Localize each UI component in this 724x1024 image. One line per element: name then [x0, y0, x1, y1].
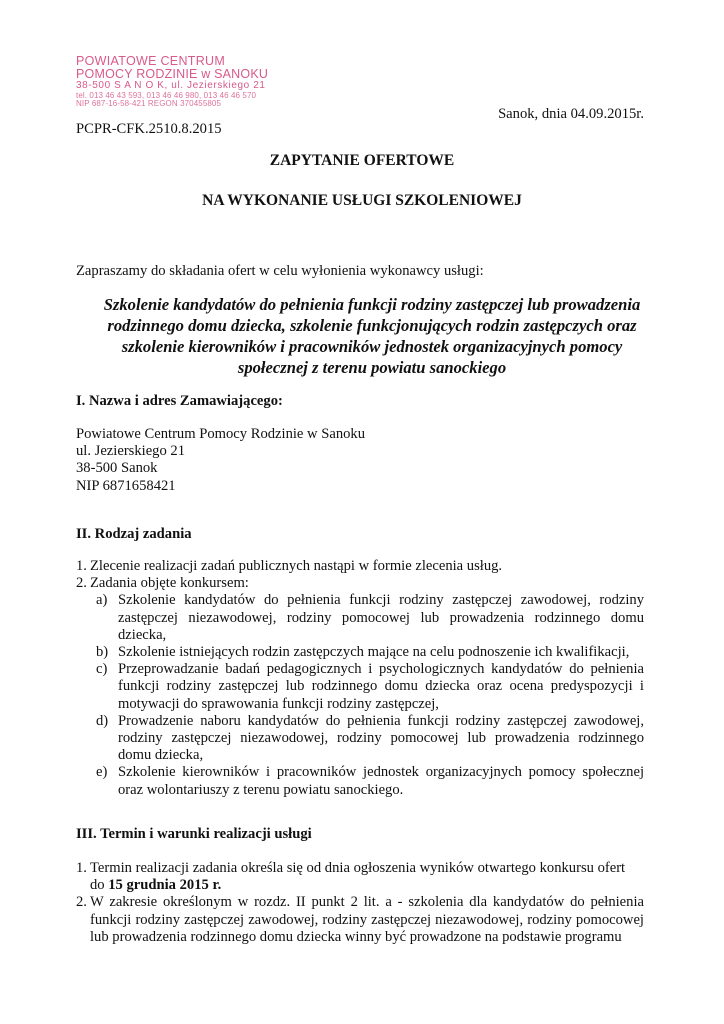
- intro-text: Zapraszamy do składania ofert w celu wyłonienia wykonawcy usługi:: [76, 263, 484, 279]
- sub-item-text: Szkolenie istniejących rodzin zastępczych mające na celu podnoszenie ich kwalifikacji,: [118, 644, 630, 661]
- list-item: [76, 860, 644, 877]
- sub-item: [76, 764, 644, 798]
- stamp-line: tel. 013 46 43 593, 013 46 46 980, 013 46 46 570: [76, 90, 257, 100]
- address-line: Powiatowe Centrum Pomocy Rodzinie w Sanoku: [76, 426, 366, 442]
- sub-item-text: Przeprowadzanie badań pedagogicznych i psychologicznych kandydatów do pełnienia funkcji rodziny zastępczej lub rodzinnego domu dziecka oraz ocena predyspozycji i motywacji do sprawowania funkcji rodziny zastępczej,: [118, 661, 644, 712]
- sub-item: [76, 713, 644, 765]
- sub-item-text: Szkolenie kierowników i pracowników jednostek organizacyjnych pomocy społecznej oraz wolontariuszy z terenu powiatu sanockiego.: [118, 764, 644, 798]
- item-text: Zlecenie realizacji zadań publicznych nastąpi w formie zlecenia usług.: [90, 558, 503, 574]
- sub-item: [76, 661, 644, 713]
- document-title: ZAPYTANIE OFERTOWE: [269, 152, 455, 169]
- address-line: NIP 6871658421: [76, 477, 176, 494]
- section-heading-ordering-party: I. Nazwa i adres Zamawiającego:: [76, 393, 283, 409]
- item-text: Zadania objęte konkursem:: [90, 575, 249, 592]
- section-heading-terms: III. Termin i warunki realizacji usługi: [76, 826, 312, 842]
- sub-item-text: Prowadzenie naboru kandydatów do pełnienia funkcji rodziny zastępczej zawodowej, rodziny zastępczej niezawodowej, rodziny pomocowej lub prowadzenia rodzinnego domu dziecka,: [118, 712, 644, 764]
- sub-item-letter: c): [96, 661, 108, 678]
- reference-number: PCPR-CFK.2510.8.2015: [76, 121, 222, 137]
- deadline-date: 15 grudnia 2015 r.: [108, 877, 222, 894]
- list-item: [76, 894, 644, 946]
- sub-item-letter: e): [96, 764, 108, 781]
- item-number: 1.: [76, 860, 87, 876]
- item-text: W zakresie określonym w rozdz. II punkt 2 lit. a - szkolenia dla kandydatów do pełnienia funkcji rodziny zastępczej zawodowej, rodziny zastępczej niezawodowej, rodziny pomocowej lub prowadzenia rodzinnego domu dziecka winny być prowadzone na podstawie programu: [90, 894, 644, 945]
- sub-item: [76, 644, 644, 661]
- address-line: ul. Jezierskiego 21: [76, 443, 186, 460]
- list-item: [76, 575, 644, 592]
- document-subtitle: NA WYKONANIE USŁUGI SZKOLENIOWEJ: [202, 192, 522, 209]
- deadline-prefix: do: [90, 877, 109, 894]
- item-number: 1.: [76, 558, 87, 574]
- item-number: 2.: [76, 894, 87, 911]
- service-subject: Szkolenie kandydatów do pełnienia funkcji rodziny zastępczej lub prowadzenia rodzinnego domu dziecka, szkolenie funkcjonujących rodzin zastępczych oraz szkolenie kierowników i pracowników jednostek organizacyjnych pomocy społecznej z terenu powiatu sanockiego: [103, 295, 641, 377]
- document-date: Sanok, dnia 04.09.2015r.: [498, 106, 644, 122]
- terms-list: [76, 860, 644, 946]
- ordering-party-address: [76, 426, 644, 495]
- item-text: Termin realizacji zadania określa się od dnia ogłoszenia wyników otwartego konkursu ofert: [90, 860, 626, 876]
- sub-item-letter: a): [96, 592, 108, 609]
- section-heading-task-type: II. Rodzaj zadania: [76, 526, 192, 542]
- item-number: 2.: [76, 575, 87, 592]
- item-continuation: [76, 877, 644, 894]
- stamp-line: POMOCY RODZINIE w SANOKU: [76, 67, 269, 82]
- sub-item-letter: d): [96, 712, 109, 729]
- stamp-line: 38-500 S A N O K, ul. Jezierskiego 21: [76, 80, 266, 92]
- list-item: [76, 558, 644, 575]
- stamp-line: POWIATOWE CENTRUM: [76, 54, 226, 68]
- sub-item-letter: b): [96, 644, 109, 661]
- sub-item: [76, 592, 644, 644]
- sub-item-text: Szkolenie kandydatów do pełnienia funkcji rodziny zastępczej zawodowej, rodziny zastępczej niezawodowej, rodziny pomocowej lub prowadzenia rodzinnego domu dziecka,: [118, 592, 644, 643]
- stamp-line: NIP 687-16-58-421 REGON 370455805: [76, 99, 222, 109]
- address-line: 38-500 Sanok: [76, 460, 158, 477]
- task-list: [76, 558, 644, 799]
- institution-stamp: [76, 55, 272, 109]
